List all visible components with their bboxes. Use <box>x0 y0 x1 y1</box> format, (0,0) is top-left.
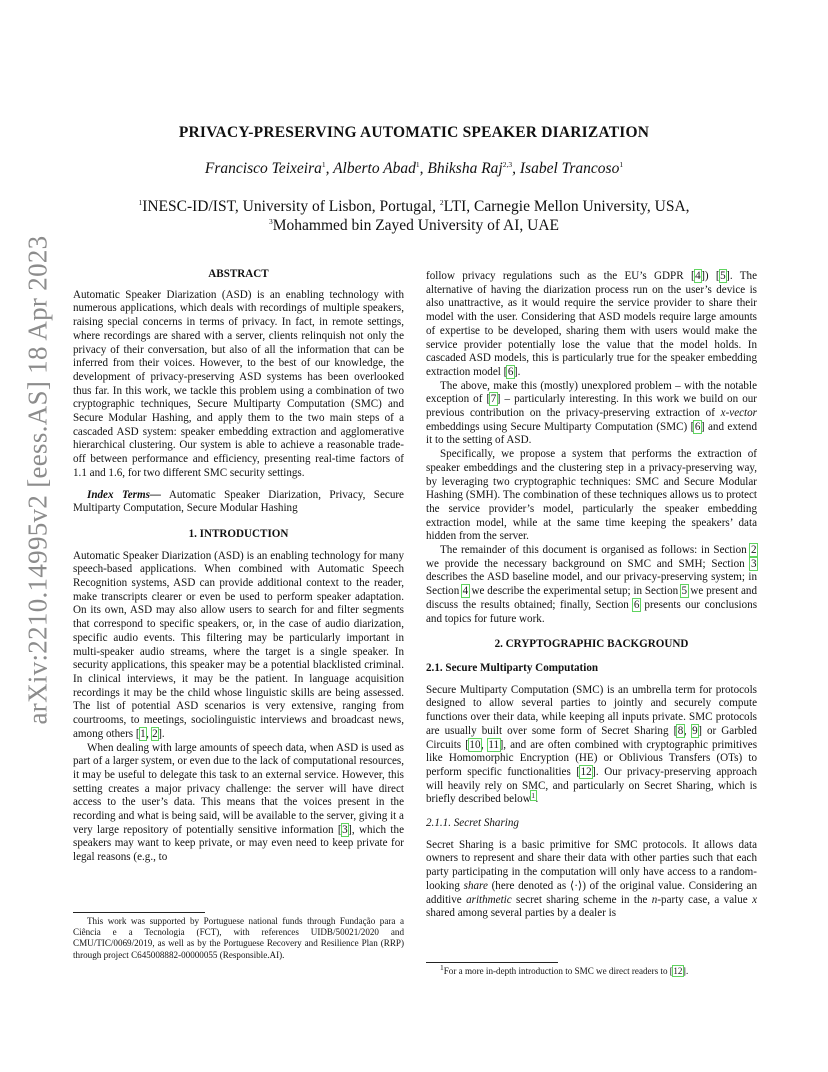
paragraph-text: we describe the experimental setup; in Section <box>468 585 681 598</box>
paragraph-text: . The alternative of having the diarization process run on the user’s device is also unattractive, as it would require the service provider to share their model with the user. Considering that ASD models require large amounts of expertise to be developed, sharing them with users would make the service provider potentially lose the value that the model holds. In cascaded ASD models, this is particularly true for the speaker embedding extraction model <box>426 270 758 378</box>
footnote-rule <box>426 962 558 963</box>
footnote-funding-text: This work was supported by Portuguese national funds through Fundação para a Ciência e a Tecnologia (FCT), with references UIDB/50021/2020 and CMU/TIC/0069/2019, as well as by the Portuguese Recovery and Resilience Plan (RRP) through project C645008882-00000055 (Responsible.AI). <box>73 916 404 960</box>
section-link[interactable]: 2 <box>750 544 757 557</box>
intro-paragraph-6 <box>426 544 757 626</box>
paragraph-text: Secure Multiparty Computation (SMC) is an umbrella term for protocols designed to allow several parties to jointly and securely compute functions over their data, while keeping all inputs private. SMC protocols are usually built over some form of Secret Sharing <box>426 683 757 737</box>
paragraph-text: shared among several parties by a dealer is <box>426 907 617 920</box>
subsubsection-heading-secret-sharing: 2.1.1. Secret Sharing <box>426 817 519 830</box>
citation-link[interactable]: 8 <box>677 724 684 737</box>
intro-paragraph-5: Specifically, we propose a system that performs the extraction of speaker embeddings and the clustering step in a privacy-preserving way, by leveraging two cryptographic techniques: SMC and Secure Modular Hashing (SMH). The combination of these techniques allows us to protect the service provider’s model, particularly the speaker embedding extraction model, while at the same time keeping the speakers’ data hidden from the server. <box>426 448 757 543</box>
left-column <box>73 268 404 865</box>
arxiv-identifier-stamp <box>18 235 58 725</box>
paragraph-text: x-vector <box>720 407 757 420</box>
affiliation-mark: 2 <box>439 197 444 207</box>
right-column <box>426 270 757 921</box>
paragraph-text: describes the ASD baseline model, and our privacy-preserving system; in Section <box>426 571 757 598</box>
paragraph-text: Automatic Speaker Diarization (ASD) is an enabling technology for many speech-based applications. When combined with Automatic Speech Recognition systems, ASD can provide additional context to the reader, make transcripts clearer or even be used to perform speaker adaptation. On its own, ASD may also allow users to search for and filter segments that correspond to specific speakers, or, in the case of audio diarization, specific audio events. This filtering may be particularly important in multi-speaker audio streams, where the target is a single speaker. In security applications, this speaker may be a potential blacklisted criminal. In clinical interviews, it may be the patient. In language acquisition recordings it may be the child whose linguistic skills are being assessed. The list of potential ASD scenarios is very extensive, ranging from courtrooms, to meetings, sociolinguistic interviews and broadcast news, among others <box>73 549 404 740</box>
author-name: Alberto Abad <box>333 160 416 177</box>
paragraph-text: embeddings using Secure Multiparty Computation (SMC) <box>426 420 691 433</box>
citation-link[interactable]: 9 <box>692 724 698 737</box>
paragraph-text: arithmetic <box>466 893 512 906</box>
affiliation-mark: 3 <box>268 216 273 226</box>
citation-link[interactable]: 5 <box>720 270 726 282</box>
paragraph-text: . <box>517 365 521 378</box>
index-terms-text: Automatic Speaker Diarization, Privacy, Secure Multiparty Computation, Secure Modular Hashing <box>73 488 404 515</box>
section-link[interactable]: 4 <box>462 585 469 598</box>
author-name: Francisco Teixeira <box>204 160 322 177</box>
paragraph-text: . <box>685 966 689 976</box>
footnote-mark: 1 <box>440 962 444 972</box>
citation-link[interactable]: 3 <box>342 823 348 836</box>
section-heading-introduction: 1. INTRODUCTION <box>188 527 289 540</box>
paragraph-text: . <box>161 727 165 740</box>
paragraph-text: , <box>683 724 692 737</box>
footnote-link[interactable]: 1 <box>531 790 535 800</box>
affiliation-line <box>0 216 828 235</box>
affiliation-line <box>0 197 828 216</box>
paragraph-text: , which the speakers may want to keep private, or may even need to keep private for legal reasons (e.g., to <box>73 823 404 864</box>
smc-paragraph: Secure Multiparty Computation (SMC) is an umbrella term for protocols designed to allow several parties to jointly and securely compute functions over their data, while keeping all inputs private. SMC protocols are usually built over some form of Secret Sharing [8, 9] or Garbled Circuits [10, 11], and are often combined with cryptographic primitives like Homomorphic Encryption (HE) or Oblivious Transfers (OTs) to perform specific functionalities [12]. Our privacy-preserving approach will heavily rely on SMC, and particularly on Secret Sharing, which is briefly described below$^1$. <box>426 683 758 806</box>
secret-sharing-paragraph <box>426 839 757 921</box>
citation-link[interactable]: 12 <box>673 966 683 976</box>
abstract-heading: ABSTRACT <box>208 268 269 280</box>
affiliation-text: Mohammed bin Zayed University of AI, UAE <box>272 217 559 234</box>
paragraph-text: we provide the necessary background on SMC and SMH; Section <box>426 557 751 570</box>
citation-link[interactable]: 1 <box>140 727 146 740</box>
paragraph-text: we present and discuss the results obtained; finally, Section <box>426 585 758 611</box>
paragraph-text: , <box>481 738 488 751</box>
citation-link[interactable]: 6 <box>507 365 514 378</box>
author-affiliation-mark: 2,3 <box>502 159 513 169</box>
author-affiliation-mark: 1 <box>321 159 326 169</box>
section-link[interactable]: 6 <box>633 598 640 611</box>
paragraph-text: When dealing with large amounts of speech data, when ASD is used as part of a larger system, or even due to the lack of computational resources, it may be useful to delegate this task to an external service. However, this setting creates a major privacy challenge: the server will have direct access to the user’s data. This means that the voices present in the recording and what is being said, will be available to the server, giving it a very large repository of potentially sensitive information <box>73 741 404 836</box>
citation-link[interactable]: 12 <box>580 765 592 778</box>
paragraph-text: ) <box>704 270 716 282</box>
author-list: Francisco Teixeira$^1$, Alberto Abad$^1$, Bhiksha Raj$^{2,3}$, Isabel Trancoso$^1$ <box>204 159 624 177</box>
intro-paragraph-3: follow privacy regulations such as the EU’s GDPR [4]) [5]. The alternative of having the diarization process run on the user’s device is also unattractive, as it would require the service provider to share their model with the user. Considering that ASD models require large amounts of expertise to be developed, sharing them with users would make the service provider potentially lose the value that the model holds. In cascaded ASD models, this is particularly true for the speaker embedding extraction model [6]. <box>426 270 758 378</box>
section-link[interactable]: 5 <box>681 585 688 598</box>
paragraph-text: , and are often combined with cryptographic primitives like Homomorphic Encryption (HE) or Oblivious Transfers (OTs) to perform specific functionalities <box>426 738 758 778</box>
footnote-funding <box>73 916 404 961</box>
paragraph-text: . Our privacy-preserving approach will heavily rely on SMC, and particularly on Secret Sharing, which is briefly described below <box>426 765 757 806</box>
intro-paragraph-4: The above, make this (mostly) unexplored problem – with the notable exception of [7] – particularly interesting. In this work we build on our previous contribution on the privacy-preserving extraction of x-vector embeddings using Secure Multiparty Computation (SMC) [6] and extend it to the setting of ASD. <box>426 379 758 447</box>
citation-link[interactable]: 10 <box>469 738 481 751</box>
paragraph-text: Secret Sharing is a basic primitive for SMC protocols. It allows data owners to represent and share their data with other parties such that each party participating in the computation will only have access to a random-looking <box>426 838 757 892</box>
author-name: Isabel Trancoso <box>519 160 620 177</box>
index-terms <box>73 489 404 516</box>
paragraph-text: secret sharing scheme in the <box>511 893 652 906</box>
affiliation-text: INESC-ID/IST, University of Lisbon, Portugal, <box>142 198 440 215</box>
paragraph-text: For a more in-depth introduction to SMC we direct readers to <box>443 966 670 976</box>
citation-link[interactable]: 6 <box>694 420 701 433</box>
section-link[interactable]: 3 <box>750 557 757 570</box>
citation-link[interactable]: 2 <box>152 727 158 740</box>
paragraph-text: – particularly interesting. In this work we build on our previous contribution on the privacy-preserving extraction of <box>426 393 757 420</box>
paragraph-text: (here denoted as ⟨·⟩) of the original value. Considering an additive <box>426 879 757 906</box>
paragraph-text: presents our conclusions and topics for future work. <box>426 598 758 625</box>
paragraph-text: The remainder of this document is organised as follows: in Section <box>440 544 751 557</box>
paragraph-text: n <box>651 893 658 906</box>
paragraph-text: . <box>535 793 539 806</box>
paragraph-text: and extend it to the setting of ASD. <box>426 420 758 447</box>
paragraph-text: or Garbled Circuits <box>426 724 757 751</box>
citation-link[interactable]: 11 <box>488 738 500 751</box>
paper-title: PRIVACY-PRESERVING AUTOMATIC SPEAKER DIARIZATION <box>178 124 650 141</box>
paragraph-text: share <box>463 879 488 892</box>
author-affiliation-mark: 1 <box>415 159 420 169</box>
paragraph-text: x <box>752 893 757 906</box>
footnote-smc-text: $^1$For a more in-depth introduction to SMC we direct readers to [12]. <box>440 962 689 976</box>
affiliation-text: LTI, Carnegie Mellon University, USA, <box>443 198 690 215</box>
citation-link[interactable]: 4 <box>695 270 701 282</box>
intro-paragraph-1: Automatic Speaker Diarization (ASD) is an enabling technology for many speech-based applications. When combined with Automatic Speech Recognition systems, ASD can provide additional context to the reader, make transcripts clearer or even be used to perform speaker adaptation. On its own, ASD may also allow users to search for and filter segments that correspond to specific speakers, or, in the case of audio diarization, specific audio events. This filtering may be particularly important in multi-speaker audio streams, where the target is a single speaker. In security applications, this speaker may be a potential blacklisted criminal. In clinical interviews, it may be the patient. In language acquisition recordings it may be the child whose linguistic skills are being assessed. The list of potential ASD scenarios is very extensive, ranging from courtrooms, to meetings, sociolinguistic interviews and broadcast news, among others [1, 2]. <box>73 549 404 740</box>
paragraph-text: -party case, a value <box>657 893 753 906</box>
intro-paragraph-2: When dealing with large amounts of speech data, when ASD is used as part of a larger system, or even due to the lack of computational resources, it may be useful to delegate this task to an external service. However, this setting creates a major privacy challenge: the server will have direct access to the user’s data. This means that the voices present in the recording and what is being said, will be available to the server, giving it a very large repository of potentially sensitive information [3], which the speakers may want to keep private, or may even need to keep private for legal reasons (e.g., to <box>73 741 404 864</box>
author-affiliation-mark: 1 <box>619 159 624 169</box>
section-heading-background: 2. CRYPTOGRAPHIC BACKGROUND <box>494 638 689 651</box>
paragraph-text: , <box>146 727 152 740</box>
citation-link[interactable]: 7 <box>490 393 497 406</box>
affiliation-mark: 1 <box>138 197 143 207</box>
affiliations <box>0 197 828 235</box>
author-name: Bhiksha Raj <box>427 160 503 177</box>
subsection-heading-smc: 2.1. Secure Multiparty Computation <box>426 661 599 674</box>
footnote-smc <box>426 962 757 977</box>
arxiv-identifier-text: arXiv:2210.14995v2 [eess.AS] 18 Apr 2023 <box>22 235 53 725</box>
paragraph-text: follow privacy regulations such as the EU’s GDPR <box>426 270 691 282</box>
footnote-rule <box>73 912 205 913</box>
index-terms-label: Index Terms— <box>87 488 161 501</box>
abstract-text: Automatic Speaker Diarization (ASD) is an enabling technology with numerous applications, which deals with recordings of multiple speakers, raising special concerns in terms of privacy. In fact, in remote settings, where recordings are shared with a server, clients relinquish not only the privacy of their conversation, but also of all the information that can be inferred from their voices. However, to the best of our knowledge, the development of privacy-preserving ASD systems has been overlooked thus far. In this work, we tackle this problem using a combination of two cryptographic techniques, Secure Multiparty Computation (SMC) and Secure Modular Hashing, and apply them to the two main steps of a cascaded ASD system: speaker embedding extraction and agglomerative hierarchical clustering. Our system is able to achieve a reasonable trade-off between performance and efficiency, presenting real-time factors of 1.1 and 1.6, for two different SMC security settings. <box>73 288 404 479</box>
paragraph-text: The above, make this (mostly) unexplored problem – with the notable exception of <box>426 379 757 406</box>
